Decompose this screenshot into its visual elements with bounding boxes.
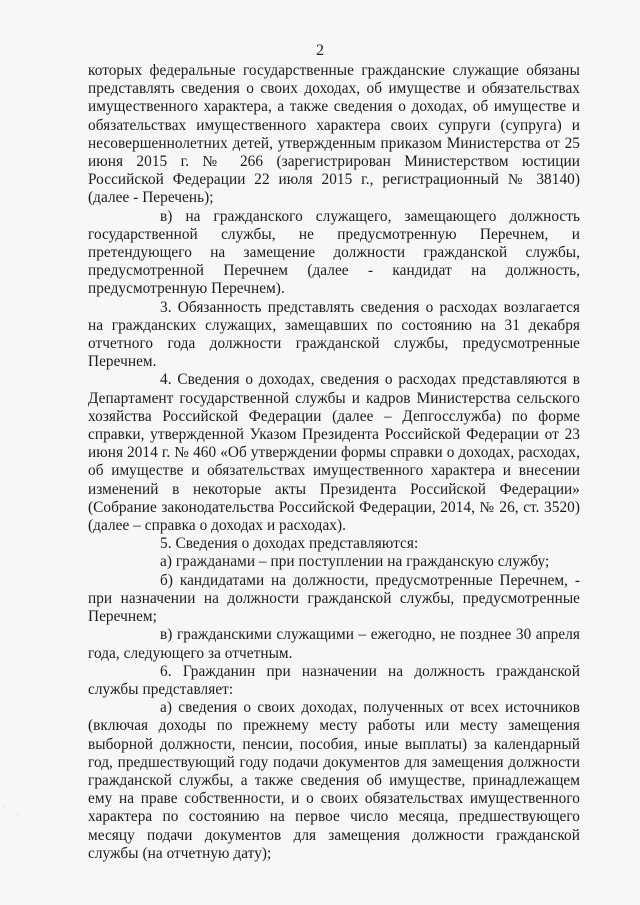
item-label: 6. bbox=[160, 662, 172, 680]
page-number: 2 bbox=[316, 42, 324, 59]
item-label: 4. bbox=[160, 371, 172, 389]
paragraph-text: гражданами – при поступлении на гражданскую службу; bbox=[175, 553, 550, 571]
item-label: в) bbox=[160, 207, 173, 225]
item-label: в) bbox=[160, 626, 173, 644]
paragraph-5-a bbox=[88, 553, 580, 571]
scan-noise-decoration bbox=[0, 800, 40, 860]
item-label: а) bbox=[160, 699, 172, 717]
document-body bbox=[88, 62, 580, 863]
paragraph-6 bbox=[88, 663, 580, 699]
paragraph-text: на гражданского служащего, замещающего должность государственной службы, не предусмотренную Перечнем, и претендующего на замещение должности гражданской службы, предусмотренной Перечнем (далее - кандидат на должность, предусмотренную Перечнем). bbox=[88, 207, 581, 298]
paragraph-5-v bbox=[88, 626, 580, 662]
item-label: 5. bbox=[160, 535, 172, 553]
paragraph-5-b bbox=[88, 572, 580, 627]
paragraph-4 bbox=[88, 371, 580, 535]
paragraph-text: которых федеральные государственные гражданские служащие обязаны представлять сведения о своих доходах, об имуществе и обязательствах имущественного характера, а также сведения о доходах, об имуществе и обязательствах имущественного характера своих супруги (супруга) и несовершеннолетних детей, утвержденным приказом Министерства от 25 июня 2015 г. № 266 (зарегистрирован Министерством юстиции Российской Федерации 22 июля 2015 г., регистрационный № 38140) (далее - Перечень); bbox=[88, 62, 580, 207]
item-label: 3. bbox=[160, 298, 172, 316]
paragraph-5 bbox=[88, 535, 580, 553]
paragraph-text: Обязанность представлять сведения о расходах возлагается на гражданских служащих, замещавших по состоянию на 31 декабря отчетного года должности гражданской службы, предусмотренные Перечнем. bbox=[88, 298, 581, 371]
paragraph-text: гражданскими служащими – ежегодно, не позднее 30 апреля года, следующего за отчетным. bbox=[88, 626, 580, 662]
paragraph-text: сведения о своих доходах, полученных от всех источников (включая доходы по прежнему месту работы или месту замещения выборной должности, пенсии, пособия, иные выплаты) за календарный год, предшествующий году подачи документов для замещения должности гражданской службы, а также сведения об имуществе, принадлежащем ему на праве собственности, и о своих обязательствах имущественного характера по состоянию на первое число месяца, предшествующего месяцу подачи документов для замещения должности гражданской службы (на отчетную дату); bbox=[88, 699, 580, 862]
paragraph-continuation bbox=[88, 62, 580, 208]
item-label: б) bbox=[160, 571, 173, 589]
paragraph-text: Сведения о доходах представляются: bbox=[175, 535, 419, 553]
paragraph-text: Гражданин при назначении на должность гражданской службы представляет: bbox=[88, 662, 580, 698]
paragraph-text: кандидатами на должности, предусмотренные Перечнем, - при назначении на должности гражданской службы, предусмотренные Перечнем; bbox=[88, 571, 580, 626]
item-label: а) bbox=[160, 553, 172, 571]
paragraph-3 bbox=[88, 299, 580, 372]
paragraph-6-a bbox=[88, 699, 580, 863]
paragraph-item-v bbox=[88, 208, 580, 299]
paragraph-text: Сведения о доходах, сведения о расходах представляются в Департамент государственной службы и кадров Министерства сельского хозяйства Российской Федерации (далее – Депгосслужба) по форме справки, утвержденной Указом Президента Российской Федерации от 23 июня 2014 г. № 460 «Об утверждении формы справки о доходах, расходах, об имуществе и обязательствах имущественного характера и внесении изменений в некоторые акты Президента Российской Федерации» (Собрание законодательства Российской Федерации, 2014, № 26, ст. 3520) (далее – справка о доходах и расходах). bbox=[88, 371, 580, 535]
